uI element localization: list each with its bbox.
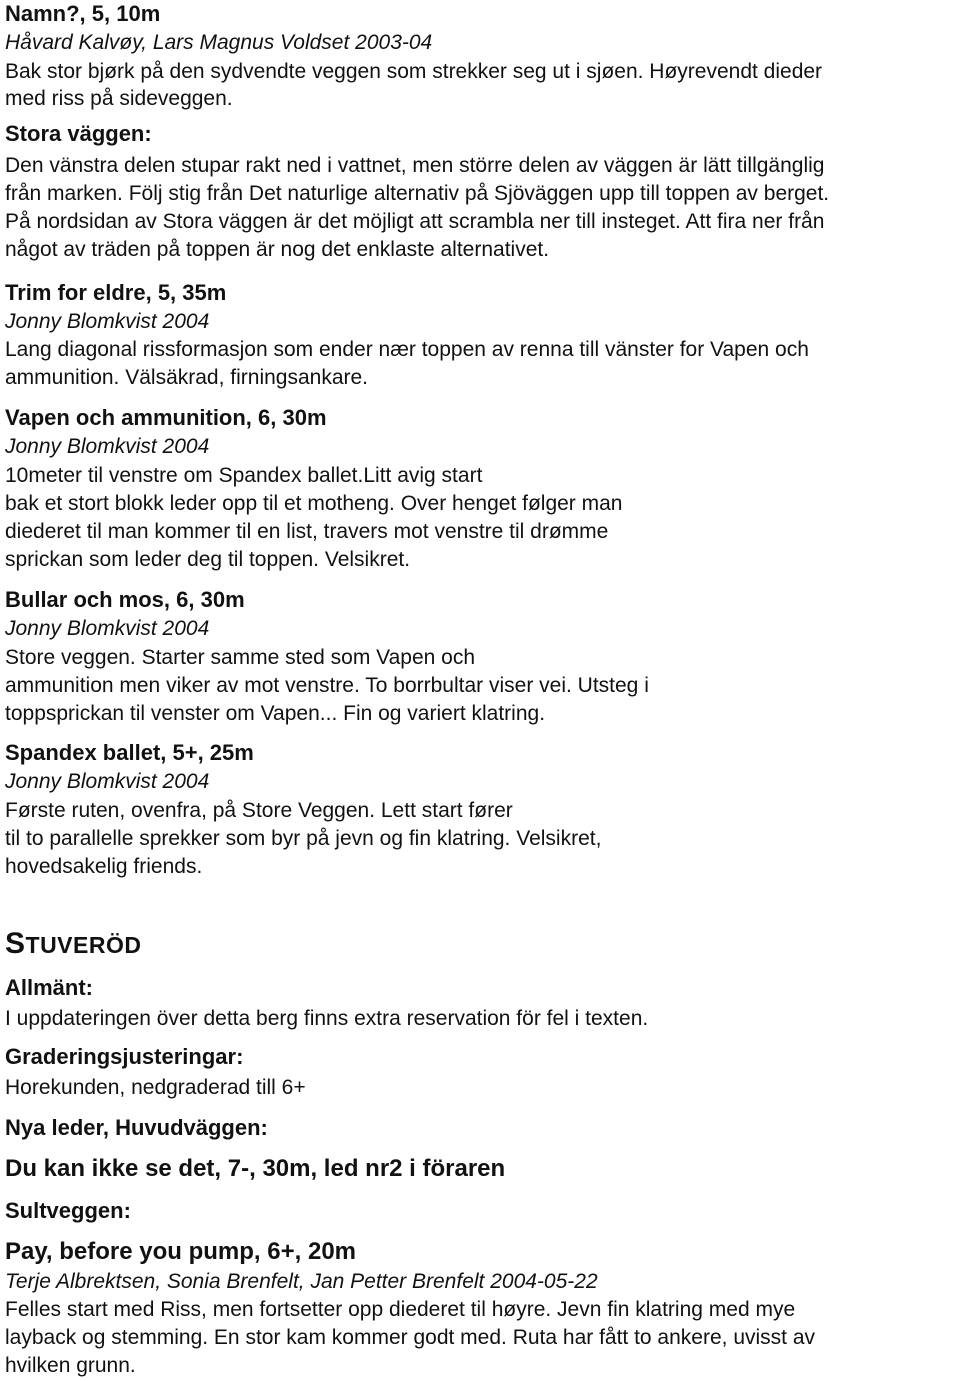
route-author: Jonny Blomkvist 2004 (5, 617, 210, 640)
route-description-line: Bak stor bjørk på den sydvendte veggen som strekker seg ut i sjøen. Høyrevendt dieder (5, 60, 823, 83)
route-description-line: layback og stemming. En stor kam kommer godt med. Ruta har fått to ankere, uvisst av (5, 1326, 816, 1349)
route-description-line: toppsprickan til venster om Vapen... Fin og variert klatring. (5, 702, 546, 725)
route-title: Spandex ballet, 5+, 25m (5, 740, 254, 765)
section-title (5, 926, 141, 963)
route-title: Pay, before you pump, 6+, 20m (5, 1238, 356, 1265)
section-text-line: Den vänstra delen stupar rakt ned i vattnet, men större delen av väggen är lätt tillgänglig (5, 154, 825, 177)
route-description-line: diederet til man kommer til en list, travers mot venstre til drømme (5, 520, 609, 543)
route-title: Namn?, 5, 10m (5, 1, 161, 26)
route-title: Bullar och mos, 6, 30m (5, 587, 245, 612)
section-heading: Stora väggen: (5, 121, 152, 146)
section-title-rest: TUVERÖD (25, 932, 142, 958)
section-text-line: På nordsidan av Stora väggen är det möjligt att scrambla ner till insteget. Att fira ner från (5, 210, 825, 233)
route-author: Håvard Kalvøy, Lars Magnus Voldset 2003-04 (5, 31, 433, 54)
route-description-line: hvilken grunn. (5, 1354, 136, 1377)
route-description-line: til to parallelle sprekker som byr på jevn og fin klatring. Velsikret, (5, 827, 602, 850)
section-title-initial: S (5, 927, 26, 960)
route-title: Du kan ikke se det, 7-, 30m, led nr2 i föraren (5, 1155, 506, 1182)
route-description-line: med riss på sideveggen. (5, 87, 233, 110)
route-author: Jonny Blomkvist 2004 (5, 435, 210, 458)
section-text-line: från marken. Följ stig från Det naturlige alternativ på Sjöväggen upp till toppen av berget. (5, 182, 830, 205)
route-title: Trim for eldre, 5, 35m (5, 280, 227, 305)
route-description-line: hovedsakelig friends. (5, 855, 203, 878)
allmant-heading: Allmänt: (5, 975, 93, 1000)
route-description-line: Første ruten, ovenfra, på Store Veggen. Lett start fører (5, 799, 513, 822)
route-description-line: sprickan som leder deg til toppen. Velsikret. (5, 548, 411, 571)
route-description-line: bak et stort blokk leder opp til et motheng. Over henget følger man (5, 492, 623, 515)
route-description-line: 10meter til venstre om Spandex ballet.Litt avig start (5, 464, 483, 487)
route-title: Vapen och ammunition, 6, 30m (5, 405, 327, 430)
nya-leder-heading: Nya leder, Huvudväggen: (5, 1115, 268, 1140)
route-author: Terje Albrektsen, Sonia Brenfelt, Jan Petter Brenfelt 2004-05-22 (5, 1270, 598, 1293)
route-description-line: Lang diagonal rissformasjon som ender nær toppen av renna till vänster for Vapen och (5, 338, 809, 361)
route-author: Jonny Blomkvist 2004 (5, 310, 210, 333)
section-text-line: något av träden på toppen är nog det enklaste alternativet. (5, 238, 550, 261)
allmant-text: I uppdateringen över detta berg finns extra reservation för fel i texten. (5, 1007, 649, 1030)
route-description-line: ammunition men viker av mot venstre. To borrbultar viser vei. Utsteg i (5, 674, 649, 697)
grad-heading: Graderingsjusteringar: (5, 1044, 244, 1069)
route-author: Jonny Blomkvist 2004 (5, 770, 210, 793)
route-description-line: Store veggen. Starter samme sted som Vapen och (5, 646, 476, 669)
route-description-line: ammunition. Välsäkrad, firningsankare. (5, 366, 369, 389)
route-description-line: Felles start med Riss, men fortsetter opp diederet til høyre. Jevn fin klatring med mye (5, 1298, 796, 1321)
grad-text: Horekunden, nedgraderad till 6+ (5, 1076, 306, 1099)
sultveggen-heading: Sultveggen: (5, 1198, 131, 1223)
